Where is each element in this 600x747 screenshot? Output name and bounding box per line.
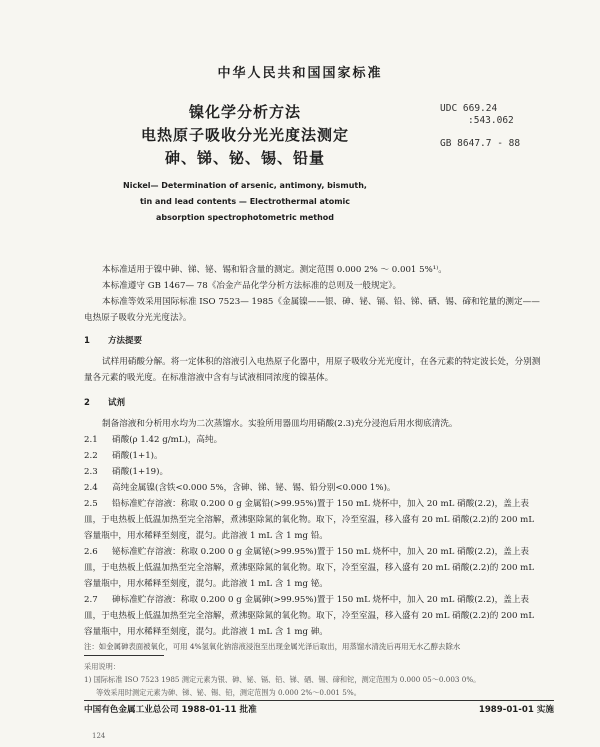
section-1-text: 试样用硝酸分解。将一定体积的溶液引入电热原子化器中，用原子吸收分光光度计，在各元素的特定波长处，分别测量各元素的吸光度。在标准溶液中含有与试液相同浓度的镍基体。 [84, 357, 541, 383]
footnote-line-2: 等效采用时测定元素为砷、锑、铋、锡、铅，测定范围为 0.000 2%～0.001 5%。 [96, 688, 361, 697]
gb-number: GB 8647.7 - 88 [440, 138, 521, 149]
reagent-item [84, 496, 544, 544]
footnote-heading: 采用说明： [84, 662, 120, 671]
reagent-text: 硝酸(ρ 1.42 g/mL)，高纯。 [112, 435, 223, 445]
section-1-heading [84, 334, 142, 346]
reagent-item [84, 464, 544, 480]
reagent-item [84, 432, 544, 448]
english-title-line-3: absorption spectrophotometric method [155, 213, 335, 222]
reagent-number: 2.1 [84, 435, 98, 445]
reagent-item [84, 448, 544, 464]
reagent-number: 2.3 [84, 467, 98, 477]
national-standard-heading: 中华人民共和国国家标准 [217, 66, 383, 81]
section-2-heading [84, 396, 125, 408]
udc-code-line-2: :543.062 [468, 115, 514, 126]
reagent-item [84, 480, 544, 496]
section-2-note: 注：如金属砷表面被氧化，可用 4%氢氧化钠溶液浸泡至出现金属光泽后取出，用蒸馏水清洗后再用无水乙醇去除水 [84, 642, 461, 651]
footer-divider [84, 700, 554, 701]
footnote-divider [84, 655, 164, 656]
title-line-1: 镍化学分析方法 [188, 103, 301, 121]
intro-scope: 本标准适用于镍中砷、锑、铋、锡和铅含量的测定。测定范围 0.000 2% ～ 0.001 5%¹⁾。 [102, 265, 447, 275]
english-title-line-2: tin and lead contents — Electrothermal atomic [139, 197, 351, 206]
reagent-number: 2.4 [84, 483, 98, 493]
section-1-number: 1 [84, 336, 90, 346]
reagent-text: 硝酸(1+19)。 [112, 467, 169, 477]
intro-iso-equivalence: 本标准等效采用国际标准 ISO 7523— 1985《金属镍——银、砷、铋、镉、铅、锑、硒、锡、碲和铊量的测定——电热原子吸收分光光度法》。 [84, 297, 540, 323]
section-2-title: 试剂 [108, 398, 126, 408]
section-2-number: 2 [84, 398, 90, 408]
section-2-intro: 制备溶液和分析用水均为二次蒸馏水。实验所用器皿均用硝酸(2.3)充分浸泡后用水彻底清洗。 [102, 419, 458, 429]
reagent-number: 2.7 [84, 595, 98, 605]
reagent-text: 高纯金属镍(含铁<0.000 5%，含砷、锑、铋、锡、铅分别<0.000 1%)。 [112, 483, 396, 493]
approval-line: 中国有色金属工业总公司 1988-01-11 批准 [84, 705, 257, 715]
implementation-date: 1989-01-01 实施 [478, 705, 554, 715]
reagent-text: 铅标准贮存溶液：称取 0.200 0 g 金属铅(>99.95%)置于 150 mL 烧杯中，加入 20 mL 硝酸(2.2)，盖上表皿，于电热板上低温加热至完全溶解，煮沸驱除氮的氧化物。取下，冷至室温，移入盛有 20 mL 硝酸(2.2)的 200 mL 容量瓶中，用水稀释至刻度，混匀。此溶液 1 mL 含 1 mg 铅。 [84, 499, 535, 541]
reagent-number: 2.2 [84, 451, 98, 461]
reagent-item [84, 544, 544, 592]
title-line-3: 砷、锑、铋、锡、铅量 [164, 149, 325, 167]
reagent-number: 2.6 [84, 547, 98, 557]
udc-code-line-1: UDC 669.24 [440, 103, 498, 114]
reagent-text: 砷标准贮存溶液：称取 0.200 0 g 金属砷(>99.95%)置于 150 mL 烧杯中，加入 20 mL 硝酸(2.2)，盖上表皿，于电热板上低温加热至完全溶解，煮沸驱除氮的氧化物。取下，冷至室温，移入盛有 20 mL 硝酸(2.2)的 200 mL 容量瓶中，用水稀释至刻度，混匀。此溶液 1 mL 含 1 mg 砷。 [84, 595, 535, 637]
reagent-number: 2.5 [84, 499, 98, 509]
page-number: 124 [92, 732, 106, 740]
intro-compliance: 本标准遵守 GB 1467— 78《冶金产品化学分析方法标准的总则及一般规定》。 [102, 281, 402, 291]
section-1-title: 方法提要 [108, 336, 143, 346]
reagent-item [84, 592, 544, 640]
title-line-2: 电热原子吸收分光光度法测定 [140, 126, 349, 144]
english-title-line-1: Nickel— Determination of arsenic, antimony, bismuth, [123, 181, 367, 190]
footnote-line-1: 1) 国际标准 ISO 7523 1985 测定元素为银、砷、铋、镉、铅、锑、硒、锡、碲和铊，测定范围为 0.000 05～0.003 0%。 [84, 675, 481, 684]
reagent-text: 铋标准贮存溶液：称取 0.200 0 g 金属铋(>99.95%)置于 150 mL 烧杯中，加入 20 mL 硝酸(2.2)，盖上表皿，于电热板上低温加热至完全溶解，煮沸驱除氮的氧化物。取下，冷至室温，移入盛有 20 mL 硝酸(2.2)的 200 mL 容量瓶中，用水稀释至刻度，混匀。此溶液 1 mL 含 1 mg 铋。 [84, 547, 535, 589]
reagent-text: 硝酸(1+1)。 [112, 451, 163, 461]
